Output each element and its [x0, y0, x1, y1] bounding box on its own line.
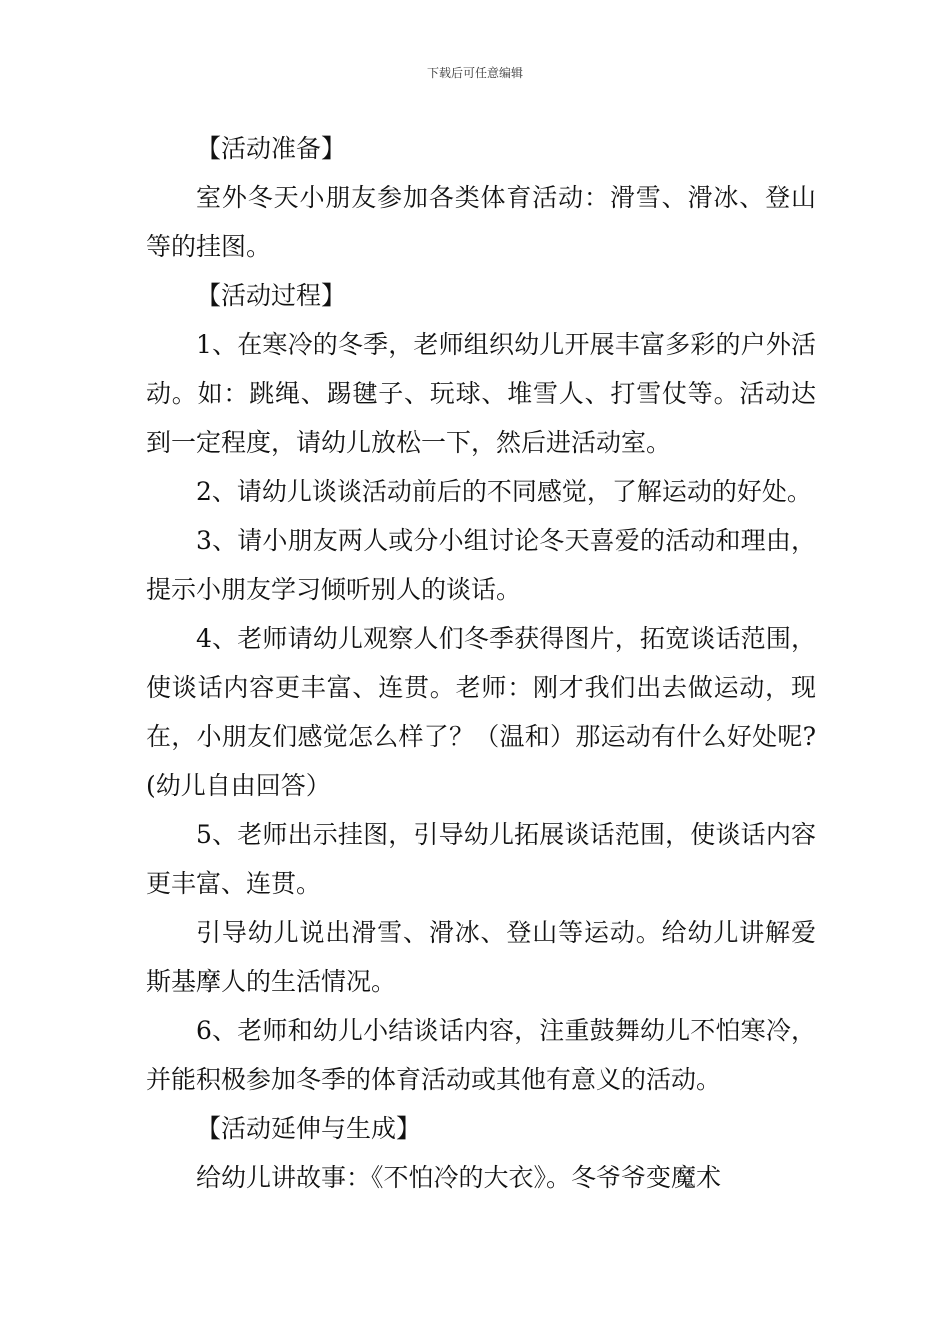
paragraph-step-1: 1、在寒冷的冬季，老师组织幼儿开展丰富多彩的户外活动。如：跳绳、踢毽子、玩球、堆雪人、打雪仗等。活动达到一定程度，请幼儿放松一下，然后进活动室。	[146, 330, 816, 457]
paragraph-step-3: 3、请小朋友两人或分小组讨论冬天喜爱的活动和理由，提示小朋友学习倾听别人的谈话。	[146, 526, 816, 604]
document-body	[146, 124, 816, 1202]
section-heading-extension: 【活动延伸与生成】	[196, 1114, 422, 1143]
paragraph-step-5-continued: 引导幼儿说出滑雪、滑冰、登山等运动。给幼儿讲解爱斯基摩人的生活情况。	[146, 918, 816, 996]
paragraph-step-4: 4、老师请幼儿观察人们冬季获得图片，拓宽谈话范围，使谈话内容更丰富、连贯。老师：刚才我们出去做运动，现在，小朋友们感觉怎么样了？（温和）那运动有什么好处呢?(幼儿自由回答）	[146, 624, 816, 800]
paragraph-preparation: 室外冬天小朋友参加各类体育活动：滑雪、滑冰、登山等的挂图。	[146, 183, 816, 261]
paragraph-step-5: 5、老师出示挂图，引导幼儿拓展谈话范围，使谈话内容更丰富、连贯。	[146, 820, 816, 898]
section-heading-process: 【活动过程】	[196, 281, 347, 310]
paragraph-step-6: 6、老师和幼儿小结谈话内容，注重鼓舞幼儿不怕寒冷，并能积极参加冬季的体育活动或其他有意义的活动。	[146, 1016, 816, 1094]
section-heading-preparation: 【活动准备】	[196, 134, 347, 163]
paragraph-step-2: 2、请幼儿谈谈活动前后的不同感觉，了解运动的好处。	[196, 477, 812, 506]
paragraph-extension: 给幼儿讲故事：《不怕冷的大衣》。冬爷爷变魔术	[196, 1163, 722, 1192]
page-header-note: 下载后可任意编辑	[426, 66, 523, 80]
